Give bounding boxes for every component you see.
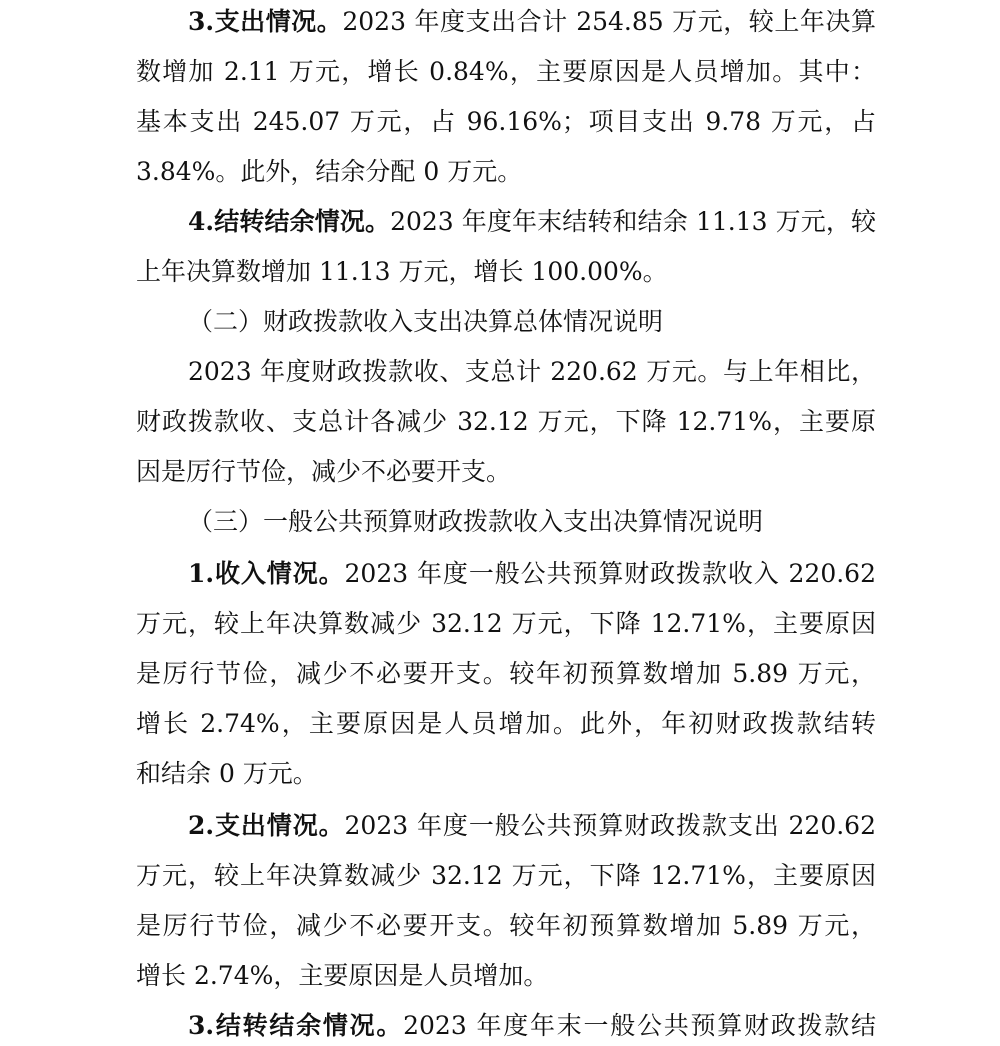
text-line bbox=[136, 906, 876, 946]
paragraph-heading: 2.支出情况。 bbox=[188, 811, 345, 840]
line-text: 2023 年度财政拨款收、支总计 220.62 万元。与上年相比， bbox=[188, 357, 876, 386]
line-text: 2023 年度一般公共预算财政拨款收入 220.62 bbox=[344, 559, 876, 588]
text-line bbox=[188, 554, 876, 594]
line-text: 2023 年度年末一般公共预算财政拨款结 bbox=[403, 1011, 876, 1040]
line-text: 数增加 2.11 万元，增长 0.84%，主要原因是人员增加。其中： bbox=[136, 57, 876, 86]
line-text: 3.84%。此外，结余分配 0 万元。 bbox=[136, 157, 523, 186]
line-text: （二）财政拨款收入支出决算总体情况说明 bbox=[188, 307, 664, 336]
paragraph-heading: 3.支出情况。 bbox=[188, 7, 343, 36]
text-line bbox=[136, 856, 876, 896]
line-text: 和结余 0 万元。 bbox=[136, 759, 318, 788]
line-text: 基本支出 245.07 万元，占 96.16%；项目支出 9.78 万元，占 bbox=[136, 107, 876, 136]
text-line bbox=[136, 704, 876, 744]
text-line bbox=[188, 202, 876, 242]
line-text: 是厉行节俭，减少不必要开支。较年初预算数增加 5.89 万元， bbox=[136, 659, 876, 688]
line-text: 2023 年度支出合计 254.85 万元，较上年决算 bbox=[342, 7, 876, 36]
line-text: 万元，较上年决算数减少 32.12 万元，下降 12.71%，主要原因 bbox=[136, 861, 876, 890]
paragraph-heading: 4.结转结余情况。 bbox=[188, 207, 391, 236]
text-line bbox=[136, 252, 876, 292]
line-text: （三）一般公共预算财政拨款收入支出决算情况说明 bbox=[188, 507, 764, 536]
line-text: 2023 年度年末结转和结余 11.13 万元，较 bbox=[390, 207, 876, 236]
text-line bbox=[136, 956, 876, 996]
line-text: 增长 2.74%，主要原因是人员增加。 bbox=[136, 961, 549, 990]
text-line bbox=[136, 402, 876, 442]
paragraph-heading: 3.结转结余情况。 bbox=[188, 1011, 404, 1040]
text-line bbox=[136, 152, 876, 192]
line-text: 万元，较上年决算数减少 32.12 万元，下降 12.71%，主要原因 bbox=[136, 609, 876, 638]
line-text: 上年决算数增加 11.13 万元，增长 100.00%。 bbox=[136, 257, 668, 286]
text-line bbox=[136, 604, 876, 644]
line-text: 因是厉行节俭，减少不必要开支。 bbox=[136, 457, 512, 486]
line-text: 2023 年度一般公共预算财政拨款支出 220.62 bbox=[344, 811, 876, 840]
text-line bbox=[136, 52, 876, 92]
text-line bbox=[136, 102, 876, 142]
paragraph-heading: 1.收入情况。 bbox=[188, 559, 345, 588]
text-line bbox=[136, 654, 876, 694]
text-line bbox=[188, 806, 876, 846]
line-text: 是厉行节俭，减少不必要开支。较年初预算数增加 5.89 万元， bbox=[136, 911, 876, 940]
text-line bbox=[136, 452, 876, 492]
section-heading bbox=[188, 502, 876, 542]
line-text: 财政拨款收、支总计各减少 32.12 万元，下降 12.71%，主要原 bbox=[136, 407, 876, 436]
text-line bbox=[136, 754, 876, 794]
section-heading bbox=[188, 302, 876, 342]
line-text: 增长 2.74%，主要原因是人员增加。此外，年初财政拨款结转 bbox=[136, 709, 876, 738]
text-line bbox=[188, 2, 876, 42]
text-line bbox=[188, 1006, 876, 1046]
text-line bbox=[188, 352, 876, 392]
